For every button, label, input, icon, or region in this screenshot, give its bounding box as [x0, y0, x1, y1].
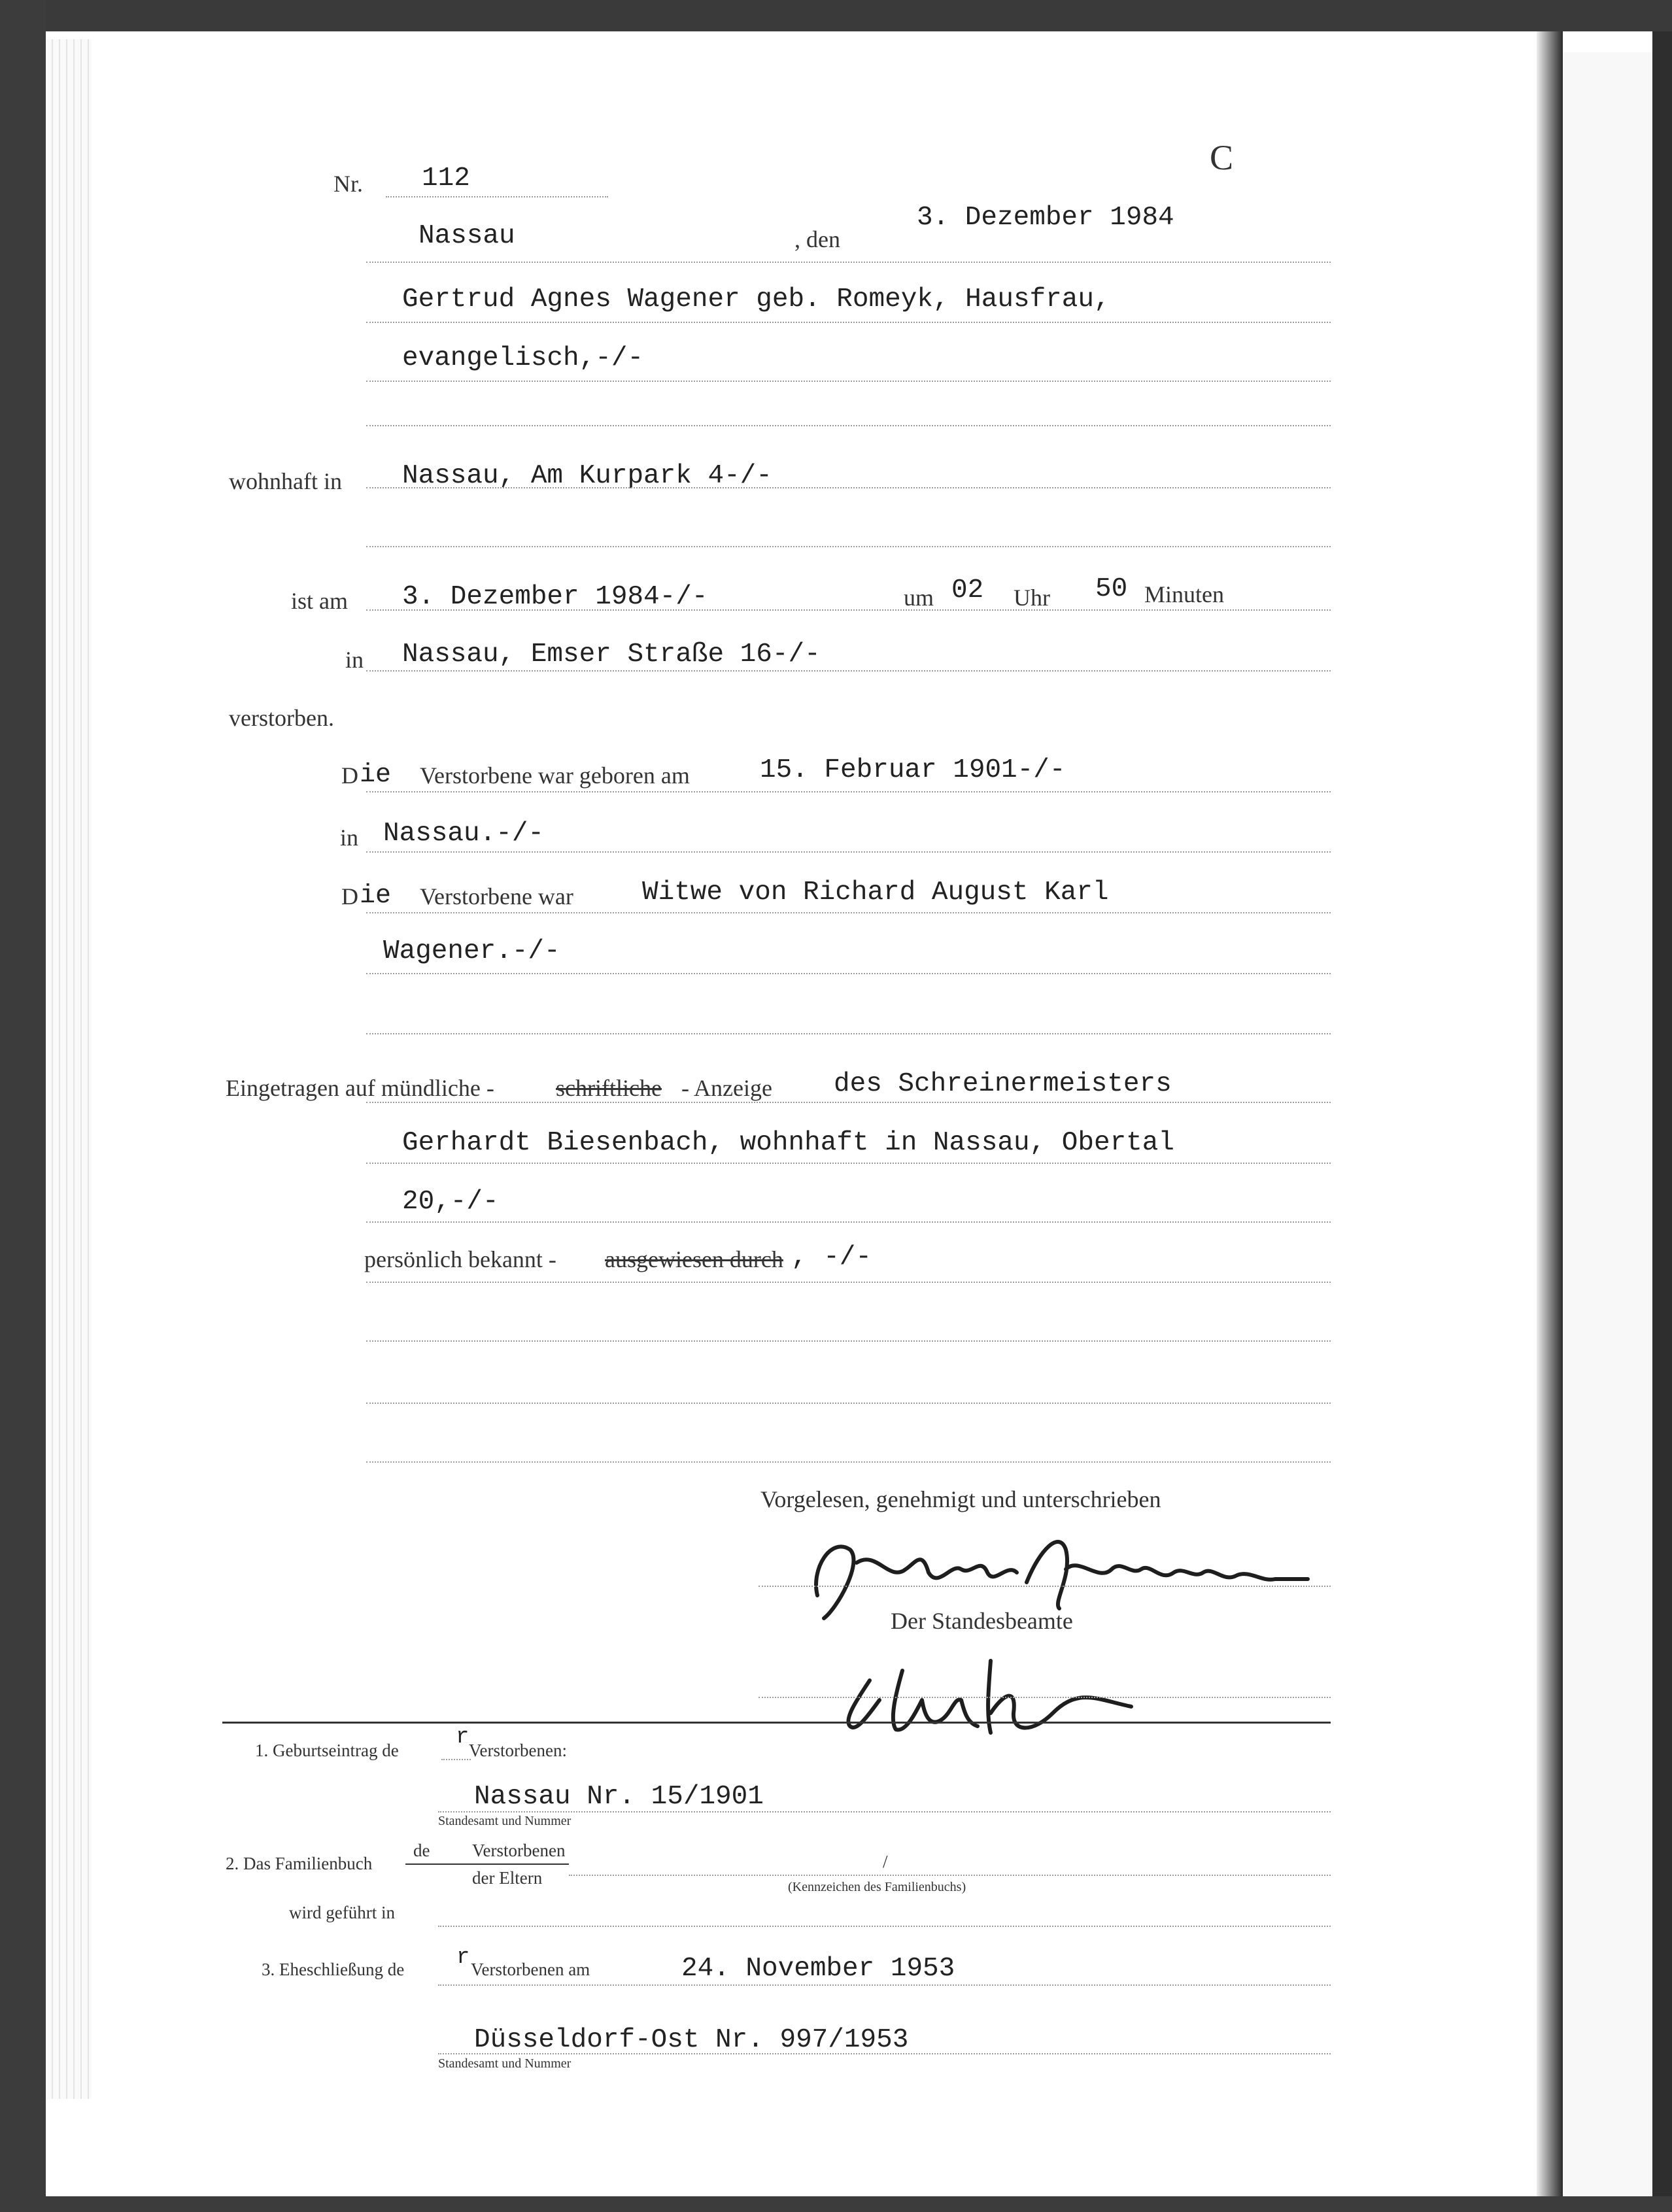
- blank-line-6: [366, 1461, 1331, 1463]
- registration-line-1: des Schreinermeisters: [834, 1069, 1172, 1099]
- footnote-2-eltern: der Eltern: [472, 1868, 543, 1888]
- footnote-3-label-b: Verstorbenen am: [471, 1960, 590, 1979]
- registration-line-2: Gerhardt Biesenbach, wohnhaft in Nassau, Obertal: [402, 1128, 1174, 1158]
- registrar-signature-line: [759, 1697, 1331, 1698]
- footnote-2-wird: wird geführt in: [289, 1903, 395, 1922]
- footnote-3-super: r: [456, 1945, 470, 1970]
- marital-ie-handwritten: ie: [360, 881, 392, 911]
- marital-line-2: Wagener.-/-: [383, 936, 560, 966]
- minuten-label: Minuten: [1144, 581, 1224, 607]
- footnote-2-label: 2. Das Familienbuch: [226, 1854, 373, 1873]
- read-approved-label: Vorgelesen, genehmigt und unterschrieben: [760, 1486, 1161, 1512]
- footnote-2-verstorbenen: Verstorbenen: [472, 1841, 566, 1860]
- footnote-1-line: [438, 1811, 1331, 1812]
- person-line-2: evangelisch,-/-: [402, 343, 644, 373]
- registration-underline-2: [366, 1163, 1331, 1164]
- known-label: persönlich bekannt -: [364, 1246, 556, 1272]
- registration-underline-3: [366, 1221, 1331, 1223]
- death-date-label: ist am: [291, 588, 348, 614]
- birth-place-value: Nassau.-/-: [383, 819, 545, 849]
- registrar-label: Der Standesbeamte: [891, 1608, 1073, 1634]
- marital-line-1: Witwe von Richard August Karl: [642, 877, 1109, 908]
- register-page: [92, 39, 1530, 2190]
- death-place-value: Nassau, Emser Straße 16-/-: [402, 639, 821, 670]
- residence-line: [366, 487, 1331, 488]
- death-place-line: [366, 670, 1331, 672]
- book-binding-top: [0, 0, 1672, 31]
- blank-line-5: [366, 1403, 1331, 1404]
- blank-line-1: [366, 425, 1331, 426]
- book-gutter: [1537, 31, 1563, 2202]
- footnote-3-date: 24. November 1953: [681, 1954, 955, 1984]
- date-value: 3. Dezember 1984: [917, 203, 1174, 233]
- nr-line: [386, 196, 608, 197]
- death-minutes: 50: [1095, 574, 1128, 604]
- birth-date-line: [366, 791, 1331, 792]
- birth-place-label: in: [340, 825, 359, 851]
- person-underline-2: [366, 381, 1331, 382]
- footnote-2-line-2: [438, 1926, 1331, 1927]
- registration-struck-schriftliche: schriftliche: [556, 1075, 662, 1101]
- birth-ie-handwritten: ie: [360, 760, 392, 790]
- death-hour: 02: [951, 575, 984, 605]
- footnote-2-slash: /: [883, 1852, 888, 1871]
- known-line: [366, 1282, 1331, 1283]
- registration-label-b: - Anzeige: [681, 1075, 772, 1101]
- corner-letter: C: [1210, 138, 1234, 177]
- blank-line-4: [366, 1340, 1331, 1342]
- footnote-2-kennzeichen: (Kennzeichen des Familienbuchs): [788, 1880, 966, 1894]
- residence-label: wohnhaft in: [229, 468, 342, 494]
- marital-text-label: Verstorbene war: [420, 883, 573, 910]
- place-value: Nassau: [418, 221, 515, 251]
- blank-line-2: [366, 546, 1331, 547]
- page-edges: [46, 39, 93, 2099]
- nr-label: Nr.: [333, 171, 363, 197]
- known-end: , -/-: [791, 1242, 872, 1272]
- marital-underline-1: [366, 912, 1331, 913]
- nr-value: 112: [422, 163, 470, 194]
- footnote-3-line-2: [438, 2053, 1331, 2054]
- den-label: , den: [794, 226, 840, 252]
- footnote-3-label-a: 3. Eheschließung de: [262, 1960, 405, 1979]
- book-binding-bottom: [0, 2196, 1672, 2212]
- place-date-line: [366, 262, 1331, 263]
- person-underline-1: [366, 322, 1331, 323]
- footnote-2-de: de: [413, 1841, 430, 1860]
- residence-value: Nassau, Am Kurpark 4-/-: [402, 461, 772, 491]
- birth-text-label: Verstorbene war geboren am: [420, 762, 690, 789]
- registration-label-a: Eingetragen auf mündliche -: [226, 1075, 494, 1101]
- footnote-separator: [222, 1722, 1331, 1724]
- footnote-2-fraction-bar: [405, 1863, 569, 1865]
- blank-line-3: [366, 1033, 1331, 1034]
- footnote-1-value: Nassau Nr. 15/1901: [474, 1782, 764, 1812]
- standesamt-label-1: Standesamt und Nummer: [438, 1814, 572, 1828]
- standesamt-label-2: Standesamt und Nummer: [438, 2056, 572, 2071]
- footnote-1-label-a: 1. Geburtseintrag de: [255, 1741, 399, 1760]
- marital-underline-2: [366, 973, 1331, 974]
- registrar-signature: [817, 1635, 1184, 1739]
- footnote-1-de-line: [441, 1759, 471, 1760]
- death-date-line: [366, 609, 1331, 611]
- person-line-1: Gertrud Agnes Wagener geb. Romeyk, Hausfrau,: [402, 284, 1110, 315]
- footnote-1-super: r: [456, 1725, 469, 1750]
- registration-underline-1: [366, 1102, 1331, 1103]
- uhr-label: Uhr: [1014, 585, 1050, 611]
- marital-d-label: D: [341, 883, 358, 910]
- death-place-label: in: [345, 647, 364, 673]
- verstorben-label: verstorben.: [229, 705, 334, 731]
- death-date-value: 3. Dezember 1984-/-: [402, 582, 708, 612]
- informant-signature-line: [759, 1586, 1331, 1587]
- known-struck-ausgewiesen: ausgewiesen durch: [605, 1246, 783, 1272]
- um-label: um: [904, 585, 934, 611]
- birth-date-value: 15. Februar 1901-/-: [760, 755, 1066, 785]
- footnote-1-label-b: Verstorbenen:: [469, 1741, 567, 1760]
- footnote-3-line: [438, 1984, 1331, 1986]
- birth-d-label: D: [341, 762, 358, 789]
- birth-place-line: [366, 851, 1331, 853]
- footnote-3-value: Düsseldorf-Ost Nr. 997/1953: [474, 2025, 909, 2055]
- book-binding-right: [1652, 31, 1672, 2202]
- footnote-2-line: [569, 1875, 1331, 1876]
- book-binding-left: [0, 0, 46, 2212]
- registration-line-3: 20,-/-: [402, 1187, 499, 1217]
